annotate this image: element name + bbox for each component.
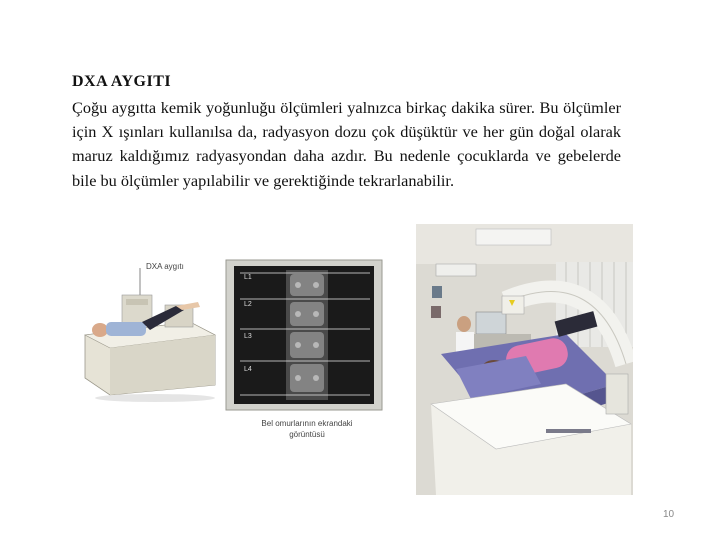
spine-label-l3: L3 (244, 333, 252, 340)
dxa-scanner-photo (416, 224, 633, 495)
spine-label-l4: L4 (244, 366, 252, 373)
slide-body-text: Çoğu aygıtta kemik yoğunluğu ölçümleri yalnızca birkaç dakika sürer. Bu ölçümler için X ışınları kullanılsa da, radyasyon dozu çok düşüktür ve her gün doğal olarak maruz kaldığımız radyasyondan daha azdır. Bu nedenle çocuklarda ve gebelerde bile bu ölçümler yapılabilir ve gerektiğinde tekrarlanabilir. (72, 98, 621, 190)
slide-title: DXA AYGITI (72, 73, 172, 90)
spine-label-l1: L1 (244, 274, 252, 281)
spine-label-l2: L2 (244, 301, 252, 308)
page-number: 10 (663, 509, 675, 520)
dxa-device-caption: DXA aygıtı (146, 262, 184, 271)
spine-image-caption: Bel omurlarının ekrandaki görüntüsü (261, 419, 353, 439)
